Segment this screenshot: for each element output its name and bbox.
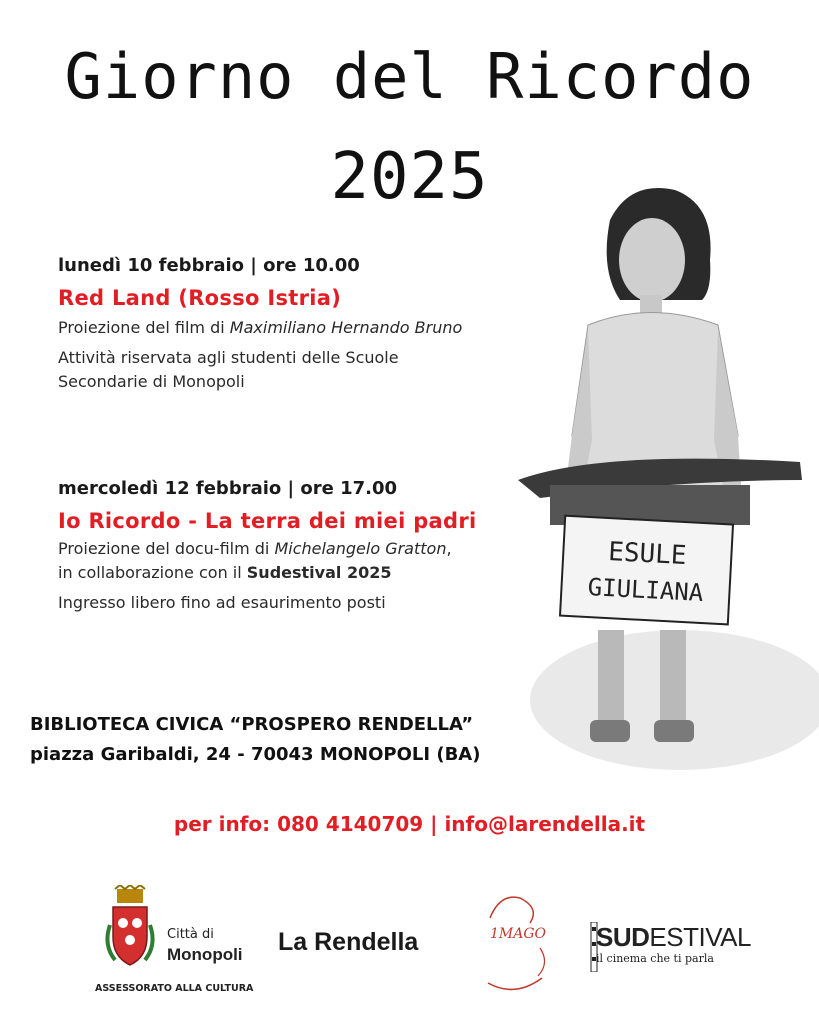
event-2-description: Proiezione del docu-film di Michelangelo Gratton, in collaborazione con il Sudestival 2025 [58, 539, 452, 582]
event-1-director: Maximiliano Hernando Bruno [229, 318, 463, 337]
venue-name: BIBLIOTECA CIVICA “PROSPERO RENDELLA” [30, 714, 474, 735]
event-1-date: lunedì 10 febbraio | ore 10.00 [58, 255, 360, 276]
sign-line-1: ESULE [607, 537, 688, 572]
event-1-film-title: Red Land (Rosso Istria) [58, 286, 342, 310]
event-2-director: Michelangelo Gratton [274, 539, 447, 558]
event-1 [58, 255, 478, 394]
poster-year: 2025 [330, 140, 489, 214]
event-2 [58, 478, 477, 615]
sponsor-logos [0, 880, 819, 1000]
monopoli-name-label: Monopoli [167, 945, 243, 964]
mago-label: 1MAGO [490, 926, 547, 942]
monopoli-dept-label: ASSESSORATO ALLA CULTURA [95, 983, 254, 994]
event-2-film-title: Io Ricordo - La terra dei miei padri [58, 509, 477, 533]
poster-title: Giorno del Ricordo [64, 40, 755, 113]
venue [30, 710, 480, 770]
event-1-note: Attività riservata agli studenti delle Scuole Secondarie di Monopoli [58, 348, 399, 391]
logo-la-rendella: La Rendella [278, 928, 419, 956]
event-2-note: Ingresso libero fino ad esaurimento posti [58, 593, 386, 612]
monopoli-city-label: Città di [167, 927, 214, 942]
sudestival-rest: ESTIVAL [649, 922, 751, 952]
monopoli-crest-icon [95, 885, 165, 980]
historic-photo [480, 180, 819, 780]
sudestival-bold: SUD [596, 922, 650, 952]
logo-1mago [480, 888, 550, 993]
event-2-date: mercoledì 12 febbraio | ore 17.00 [58, 478, 398, 499]
sign-line-2: GIULIANA [587, 573, 704, 608]
logo-citta-di-monopoli [95, 885, 260, 995]
logo-sudestival [590, 918, 751, 978]
event-1-description: Proiezione del film di Maximiliano Hernando Bruno [58, 318, 463, 337]
sudestival-tagline: il cinema che ti parla [596, 952, 714, 965]
contact-info: per info: 080 4140709 | info@larendella.it [173, 812, 646, 836]
venue-address: piazza Garibaldi, 24 - 70043 MONOPOLI (BA) [30, 744, 481, 765]
event-2-collaborator: Sudestival 2025 [246, 563, 392, 582]
